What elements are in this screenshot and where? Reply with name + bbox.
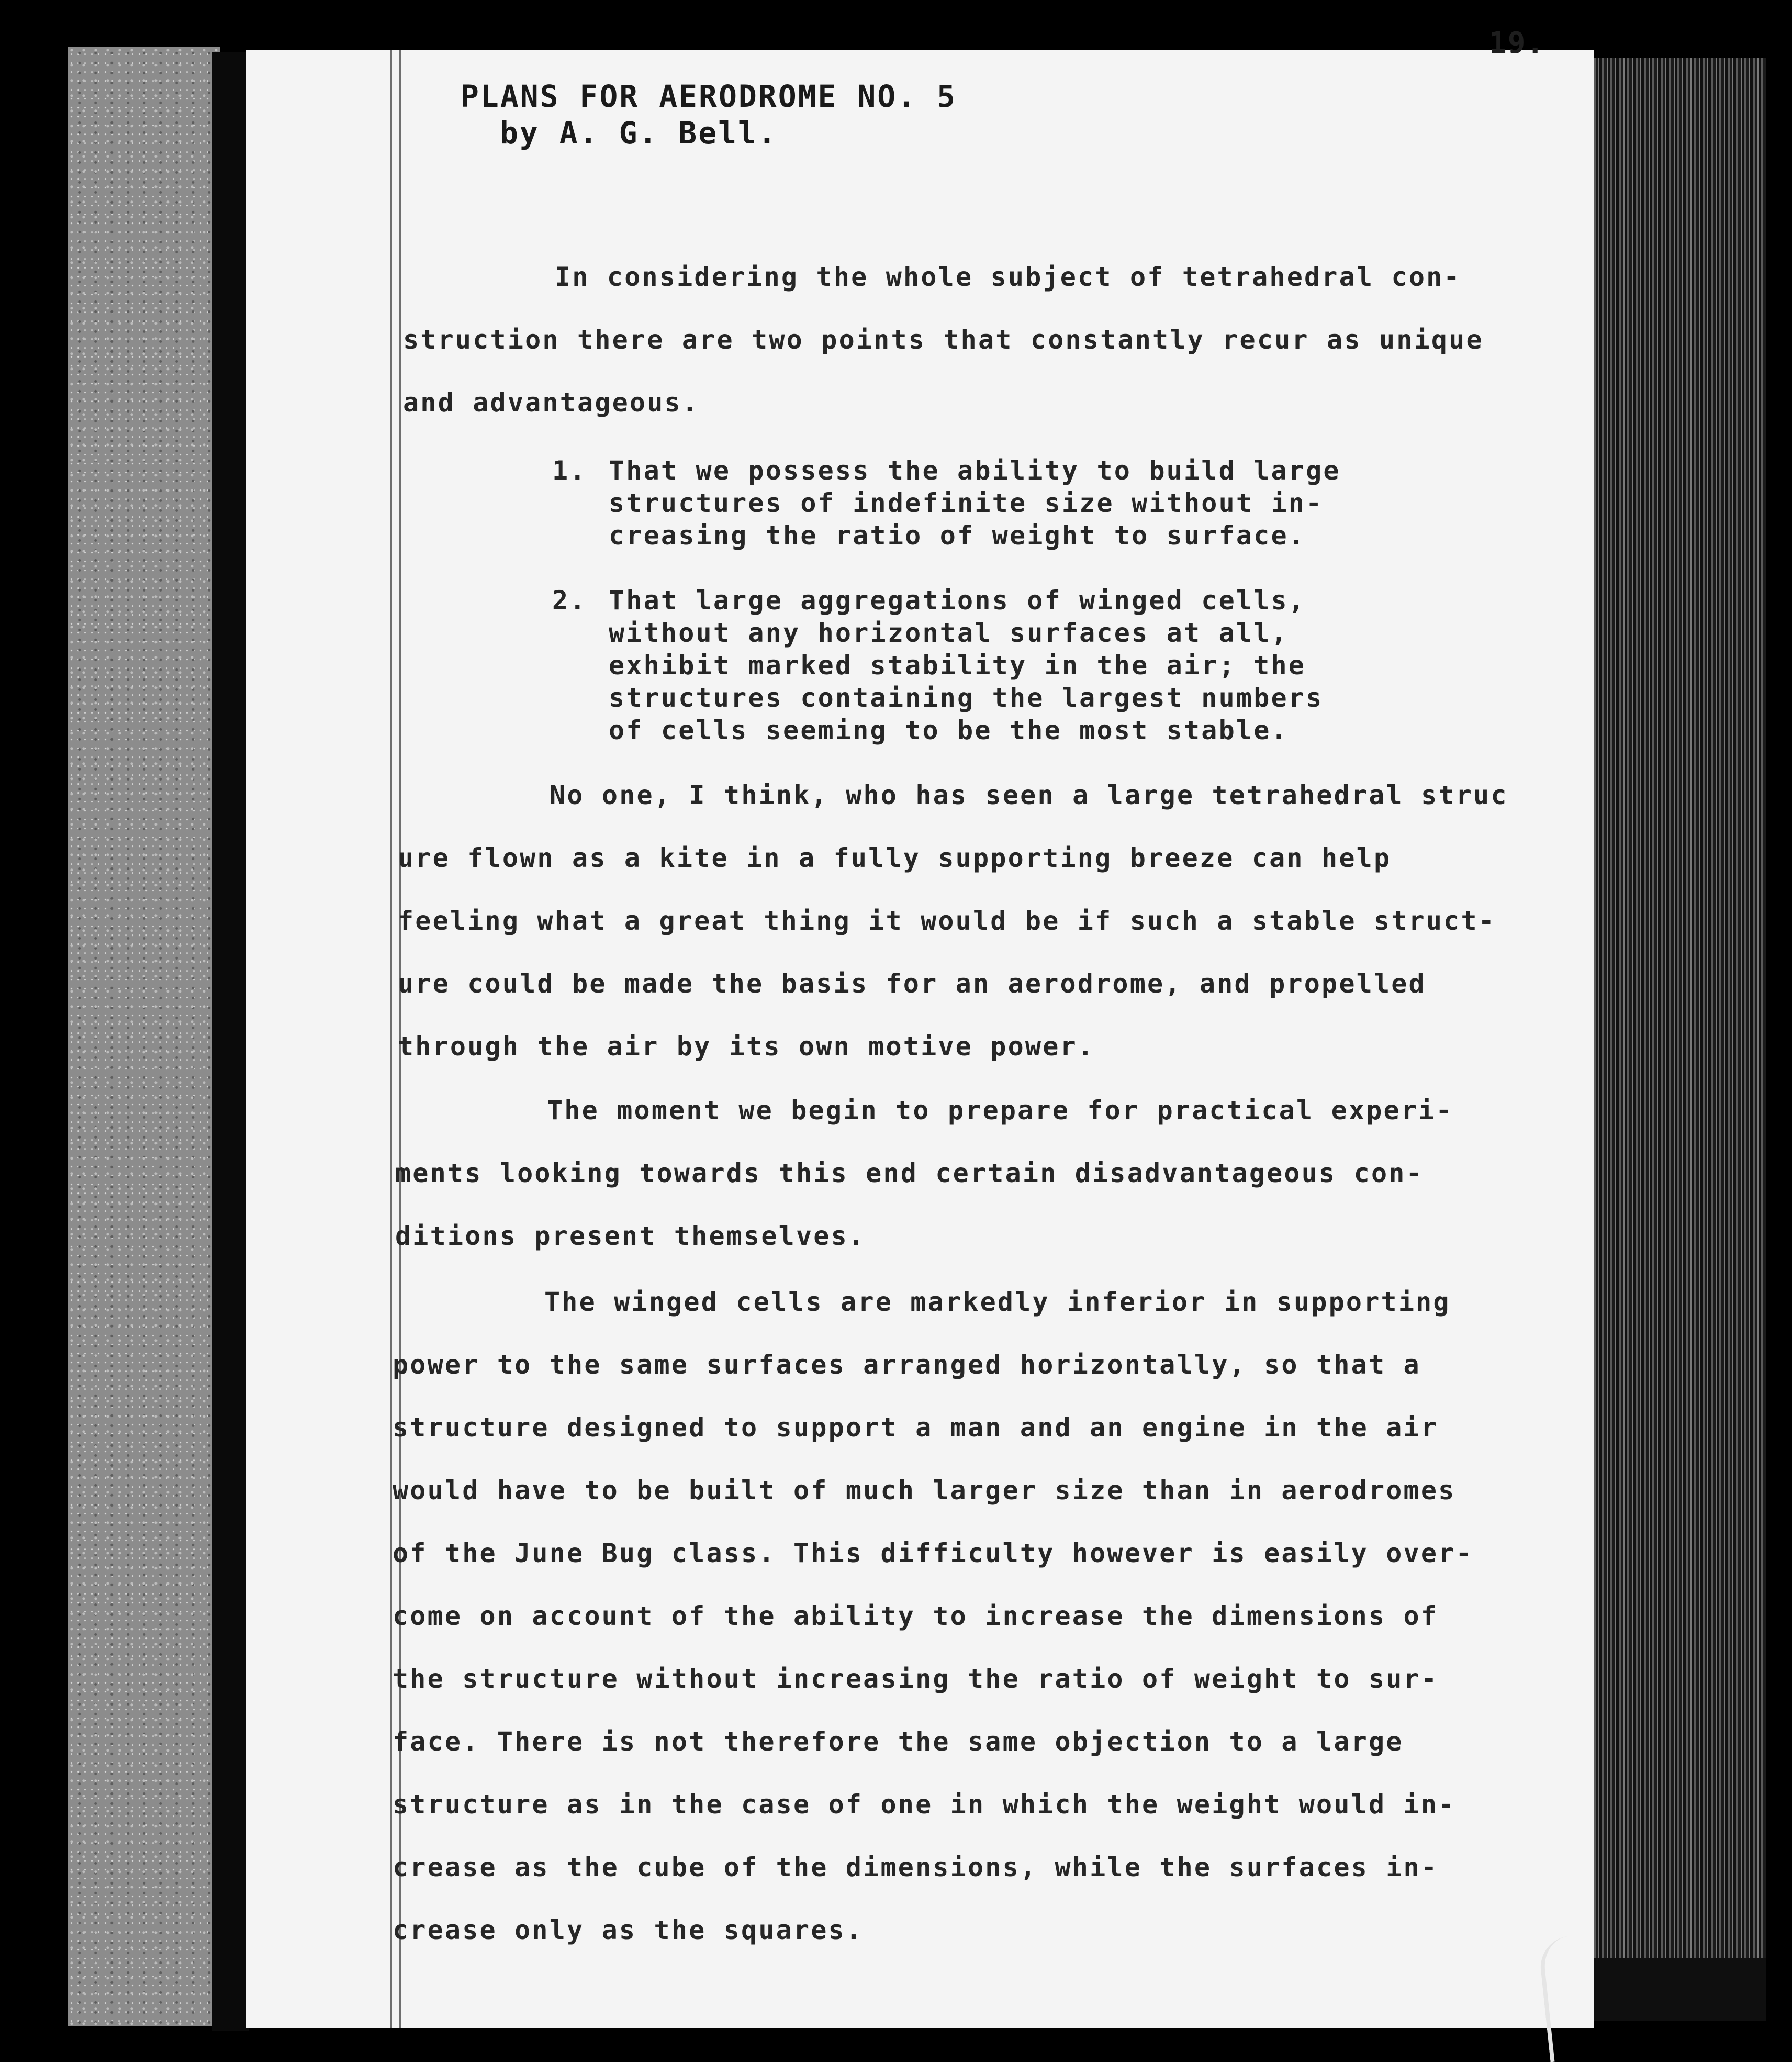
document-title: PLANS FOR AERODROME NO. 5 xyxy=(461,79,957,114)
paragraph-line: structure as in the case of one in which the weight would in- xyxy=(393,1789,1456,1820)
paragraph-line: No one, I think, who has seen a large tetrahedral struc xyxy=(550,780,1508,810)
paragraph-line: and advantageous. xyxy=(403,387,700,418)
list-item-number: 1. xyxy=(552,455,587,486)
page-number: 19. xyxy=(1489,26,1545,60)
page-edges-shadow xyxy=(1594,1958,1766,2021)
paragraph-line: crease only as the squares. xyxy=(393,1915,864,1945)
margin-rule xyxy=(390,50,392,2028)
facing-page-margin xyxy=(68,47,220,2026)
paragraph-line: of the June Bug class. This difficulty however is easily over- xyxy=(393,1538,1473,1568)
paragraph-line: struction there are two points that constantly recur as unique xyxy=(403,325,1484,355)
list-item-line: without any horizontal surfaces at all, xyxy=(609,618,1289,648)
paragraph-line: In considering the whole subject of tetrahedral con- xyxy=(555,262,1461,292)
paragraph-line: face. There is not therefore the same objection to a large xyxy=(393,1726,1404,1757)
paragraph-line: ure flown as a kite in a fully supporting breeze can help xyxy=(398,843,1392,873)
paragraph-line: structure designed to support a man and an engine in the air xyxy=(393,1412,1439,1443)
list-item-number: 2. xyxy=(552,585,587,616)
list-item-line: structures of indefinite size without in- xyxy=(609,488,1324,518)
list-item-line: That large aggregations of winged cells, xyxy=(609,585,1306,616)
paragraph-line: come on account of the ability to increase the dimensions of xyxy=(393,1601,1439,1631)
book-gutter xyxy=(212,52,249,2031)
list-item-line: That we possess the ability to build large xyxy=(609,455,1341,486)
document-byline: by A. G. Bell. xyxy=(500,115,778,151)
paragraph-line: The winged cells are markedly inferior in supporting xyxy=(544,1287,1451,1317)
list-item-line: exhibit marked stability in the air; the xyxy=(609,650,1306,681)
paragraph-line: ure could be made the basis for an aerodrome, and propelled xyxy=(398,968,1426,999)
paragraph-line: crease as the cube of the dimensions, while the surfaces in- xyxy=(393,1852,1439,1882)
page-edges xyxy=(1594,58,1766,1958)
paragraph-line: through the air by its own motive power. xyxy=(398,1031,1095,1062)
paragraph-line: ditions present themselves. xyxy=(395,1221,866,1251)
paragraph-line: the structure without increasing the ratio of weight to sur- xyxy=(393,1664,1439,1694)
list-item-line: structures containing the largest numbers xyxy=(609,683,1324,713)
paragraph-line: The moment we begin to prepare for practical experi- xyxy=(547,1095,1453,1125)
paragraph-line: feeling what a great thing it would be if such a stable struct- xyxy=(398,906,1496,936)
paragraph-line: would have to be built of much larger size than in aerodromes xyxy=(393,1475,1456,1506)
paragraph-line: ments looking towards this end certain disadvantageous con- xyxy=(395,1158,1424,1188)
paragraph-line: power to the same surfaces arranged horizontally, so that a xyxy=(393,1350,1421,1380)
list-item-line: creasing the ratio of weight to surface. xyxy=(609,520,1306,551)
list-item-line: of cells seeming to be the most stable. xyxy=(609,715,1289,745)
